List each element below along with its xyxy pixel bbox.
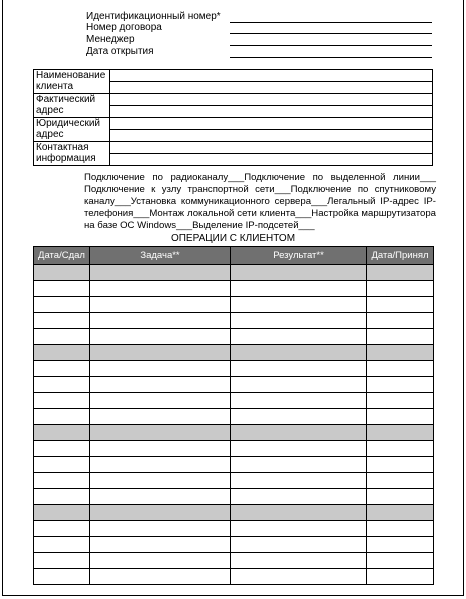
table-cell[interactable] <box>34 441 90 457</box>
table-cell[interactable] <box>367 281 434 297</box>
contact-info-cell[interactable] <box>110 142 433 154</box>
table-row <box>34 457 434 473</box>
table-cell[interactable] <box>367 409 434 425</box>
table-cell[interactable] <box>90 505 231 521</box>
table-cell[interactable] <box>231 569 367 585</box>
table-cell[interactable] <box>231 377 367 393</box>
table-cell[interactable] <box>90 409 231 425</box>
table-cell[interactable] <box>231 441 367 457</box>
col-date-accepted: Дата/Принял <box>367 247 434 265</box>
table-cell[interactable] <box>367 265 434 281</box>
table-cell[interactable] <box>34 425 90 441</box>
table-cell[interactable] <box>367 393 434 409</box>
table-cell[interactable] <box>231 425 367 441</box>
table-cell[interactable] <box>34 265 90 281</box>
table-cell[interactable] <box>90 361 231 377</box>
operations-body <box>34 265 434 585</box>
table-cell[interactable] <box>34 377 90 393</box>
contact-info-label: Контактная информация <box>34 142 110 166</box>
table-cell[interactable] <box>90 345 231 361</box>
table-cell[interactable] <box>367 329 434 345</box>
legal-address-label: Юридический адрес <box>34 118 110 142</box>
table-cell[interactable] <box>34 313 90 329</box>
col-date-handed: Дата/Сдал <box>34 247 90 265</box>
table-cell[interactable] <box>367 505 434 521</box>
table-cell[interactable] <box>231 473 367 489</box>
client-name-label: Наименование клиента <box>34 70 110 94</box>
table-cell[interactable] <box>34 473 90 489</box>
legal-address-cell[interactable] <box>110 118 433 130</box>
contract-number-label: Номер договора <box>86 22 162 33</box>
table-cell[interactable] <box>90 537 231 553</box>
table-cell[interactable] <box>367 441 434 457</box>
table-cell[interactable] <box>231 393 367 409</box>
table-cell[interactable] <box>231 265 367 281</box>
table-cell[interactable] <box>90 457 231 473</box>
table-cell[interactable] <box>34 393 90 409</box>
col-task: Задача** <box>90 247 231 265</box>
open-date-label: Дата открытия <box>86 46 154 57</box>
table-cell[interactable] <box>231 457 367 473</box>
table-cell[interactable] <box>90 393 231 409</box>
operations-title: ОПЕРАЦИИ С КЛИЕНТОМ <box>170 233 296 244</box>
table-cell[interactable] <box>90 489 231 505</box>
table-cell[interactable] <box>231 313 367 329</box>
actual-address-label: Фактический адрес <box>34 94 110 118</box>
table-cell[interactable] <box>231 553 367 569</box>
table-cell[interactable] <box>34 569 90 585</box>
table-row <box>34 553 434 569</box>
table-row <box>34 345 434 361</box>
table-cell[interactable] <box>231 361 367 377</box>
table-row <box>34 297 434 313</box>
table-cell[interactable] <box>34 297 90 313</box>
table-cell[interactable] <box>367 569 434 585</box>
table-cell[interactable] <box>367 473 434 489</box>
table-cell[interactable] <box>231 345 367 361</box>
services-checklist[interactable]: Подключение по радиоканалу___Подключение по выделенной линии___ Подключение к узлу транспортной сети___Подключение по спутниковому каналу___Установка коммуникационного сервера___Легальный IP-адрес IP-телефония___Монтаж локальной сети клиента___Настройка маршрутизатора на базе ОС Windows___Выделение IP-подсетей___ <box>84 172 436 231</box>
table-cell[interactable] <box>367 537 434 553</box>
table-cell[interactable] <box>231 329 367 345</box>
table-cell[interactable] <box>34 521 90 537</box>
table-row <box>34 505 434 521</box>
table-row <box>34 265 434 281</box>
id-number-label: Идентификационный номер* <box>86 11 221 22</box>
table-cell[interactable] <box>231 409 367 425</box>
page-border-left <box>2 0 3 596</box>
table-cell[interactable] <box>231 489 367 505</box>
table-cell[interactable] <box>367 489 434 505</box>
table-row <box>34 473 434 489</box>
table-cell[interactable] <box>367 377 434 393</box>
table-cell[interactable] <box>34 361 90 377</box>
table-cell[interactable] <box>90 313 231 329</box>
table-cell[interactable] <box>90 569 231 585</box>
col-result: Результат** <box>231 247 367 265</box>
table-cell[interactable] <box>90 265 231 281</box>
table-row <box>34 441 434 457</box>
table-cell[interactable] <box>90 521 231 537</box>
table-row <box>34 329 434 345</box>
table-cell[interactable] <box>231 505 367 521</box>
table-cell[interactable] <box>34 345 90 361</box>
page-border-bottom <box>2 595 464 596</box>
table-row <box>34 409 434 425</box>
client-info-table <box>33 69 433 166</box>
table-cell[interactable] <box>90 553 231 569</box>
table-cell[interactable] <box>231 521 367 537</box>
client-name-cell-2[interactable] <box>110 82 433 94</box>
table-cell[interactable] <box>34 329 90 345</box>
operations-table <box>33 246 434 585</box>
table-row <box>34 489 434 505</box>
table-cell[interactable] <box>90 441 231 457</box>
table-row <box>34 313 434 329</box>
table-cell[interactable] <box>90 425 231 441</box>
table-cell[interactable] <box>367 553 434 569</box>
table-row <box>34 281 434 297</box>
table-cell[interactable] <box>90 329 231 345</box>
table-row <box>34 377 434 393</box>
legal-address-cell-2[interactable] <box>110 130 433 142</box>
table-cell[interactable] <box>90 377 231 393</box>
table-cell[interactable] <box>34 281 90 297</box>
table-cell[interactable] <box>34 489 90 505</box>
table-cell[interactable] <box>231 297 367 313</box>
table-row <box>34 393 434 409</box>
table-cell[interactable] <box>231 537 367 553</box>
page-border-right <box>463 0 464 596</box>
table-cell[interactable] <box>90 473 231 489</box>
table-row <box>34 569 434 585</box>
table-cell[interactable] <box>367 297 434 313</box>
manager-label: Менеджер <box>86 34 135 45</box>
contact-info-cell-2[interactable] <box>110 154 433 166</box>
table-cell[interactable] <box>367 521 434 537</box>
table-cell[interactable] <box>367 457 434 473</box>
table-row <box>34 361 434 377</box>
table-row <box>34 425 434 441</box>
table-cell[interactable] <box>34 553 90 569</box>
open-date-line[interactable] <box>230 57 432 58</box>
table-cell[interactable] <box>34 409 90 425</box>
table-cell[interactable] <box>367 361 434 377</box>
client-name-cell[interactable] <box>110 70 433 82</box>
table-cell[interactable] <box>90 297 231 313</box>
table-cell[interactable] <box>231 281 367 297</box>
open-date-field[interactable] <box>86 46 432 60</box>
actual-address-cell[interactable] <box>110 94 433 106</box>
table-cell[interactable] <box>367 425 434 441</box>
table-cell[interactable] <box>34 505 90 521</box>
table-cell[interactable] <box>90 281 231 297</box>
table-cell[interactable] <box>34 537 90 553</box>
actual-address-cell-2[interactable] <box>110 106 433 118</box>
table-cell[interactable] <box>367 313 434 329</box>
table-row <box>34 521 434 537</box>
table-row <box>34 537 434 553</box>
table-cell[interactable] <box>34 457 90 473</box>
table-cell[interactable] <box>367 345 434 361</box>
